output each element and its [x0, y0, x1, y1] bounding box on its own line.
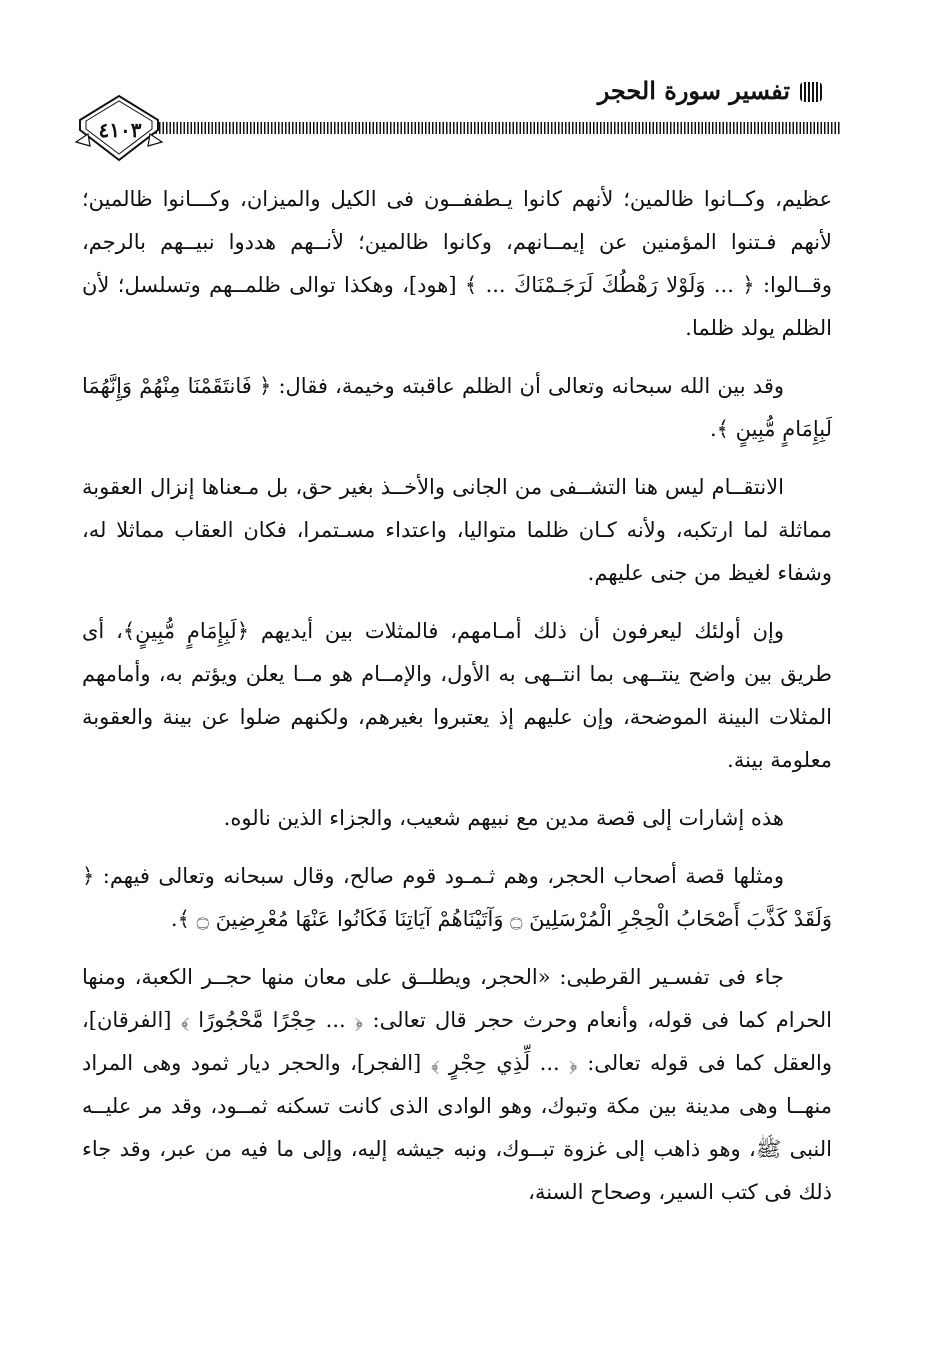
page-header [60, 62, 840, 174]
page-number: ٤١٠٣ [98, 118, 142, 142]
paragraph-1: عظيم، وكــانوا ظالمين؛ لأنهم كانوا يـطففــون فى الكيل والميزان، وكـــانوا ظالمين؛ لأنهم فـتنوا المؤمنين عن إيمــانهم، وكانوا ظالمين؛ لأنــهم هددوا نبيــهم بالرجم، وقــالوا: ﴿ ... وَلَوْلا رَهْطُكَ لَرَجَـمْنَاكَ ... ﴾ [هود]، وهكذا توالى ظلمــهم وتسلسل؛ لأن الظلم يولد ظلما. [82, 187, 832, 340]
running-title: تفسير سورة الحجر [597, 76, 790, 105]
ornament-icon [800, 82, 822, 102]
paragraph-3: الانتقــام ليس هنا التشــفى من الجانى والأخــذ بغير حق، بل مـعناها إنزال العقوبة مماثلة لما ارتكبه، ولأنه كـان ظلما متواليا، واعتداء مسـتمرا، فكان العقاب مماثلا له، وشفاء لغيظ من جنى عليهم. [82, 475, 832, 585]
paragraph-5: هذه إشارات إلى قصة مدين مع نبيهم شعيب، والجزاء الذين نالوه. [223, 806, 784, 830]
paragraph-2: وقد بين الله سبحانه وتعالى أن الظلم عاقبته وخيمة، فقال: ﴿ فَانتَقَمْنَا مِنْهُمْ وَإِنَّهُمَا لَبِإِمَامٍ مُّبِينٍ ﴾. [82, 374, 832, 441]
paragraph-6: ومثلها قصة أصحاب الحجر، وهم ثـمـود قوم صالح، وقال سبحانه وتعالى فيهم: ﴿ وَلَقَدْ كَذَّبَ أَصْحَابُ الْحِجْرِ الْمُرْسَلِينَ ۝ وَآتَيْنَاهُمْ آيَاتِنَا فَكَانُوا عَنْهَا مُعْرِضِينَ ۝ ﴾. [82, 864, 832, 931]
header-rule [152, 122, 840, 134]
paragraph-4: وإن أولئك ليعرفون أن ذلك أمـامهم، فالمثلات بين أيديهم ﴿لَبِإِمَامٍ مُّبِينٍ﴾، أى طريق بين واضح ينتــهى بما انتــهى به الأول، والإمــام هو مــا يعلن ويؤتم به، وأمامهم المثلات البينة الموضحة، وإن عليهم إذ يعتبروا بغيرهم، ولكنهم ضلوا عن بينة والعقوبة معلومة بينة. [82, 619, 832, 772]
paragraph-7: جاء فى تفسـير القرطبى: «الحجر، ويطلــق على معان منها حجــر الكعبة، ومنها الحرام كما فى قوله، وأنعام وحرث حجر قال تعالى: ﴿ ... حِجْرًا مَّحْجُورًا ﴾ [الفرقان]، والعقل كما فى قوله تعالى: ﴿ ... لِّذِي حِجْرٍ ﴾ [الفجر]، والحجر ديار ثمود وهى المراد منهــا وهى مدينة بين مكة وتبوك، وهو الوادى الذى كانت تسكنه ثمــود، وقد مر عليــه النبى ﷺ، وهو ذاهب إلى غزوة تبــوك، ونبه جيشه إليه، وإلى ما فيه من عبر، وقد جاء ذلك فى كتب السير، وصحاح السنة، [82, 965, 832, 1204]
page-body [82, 178, 832, 1229]
